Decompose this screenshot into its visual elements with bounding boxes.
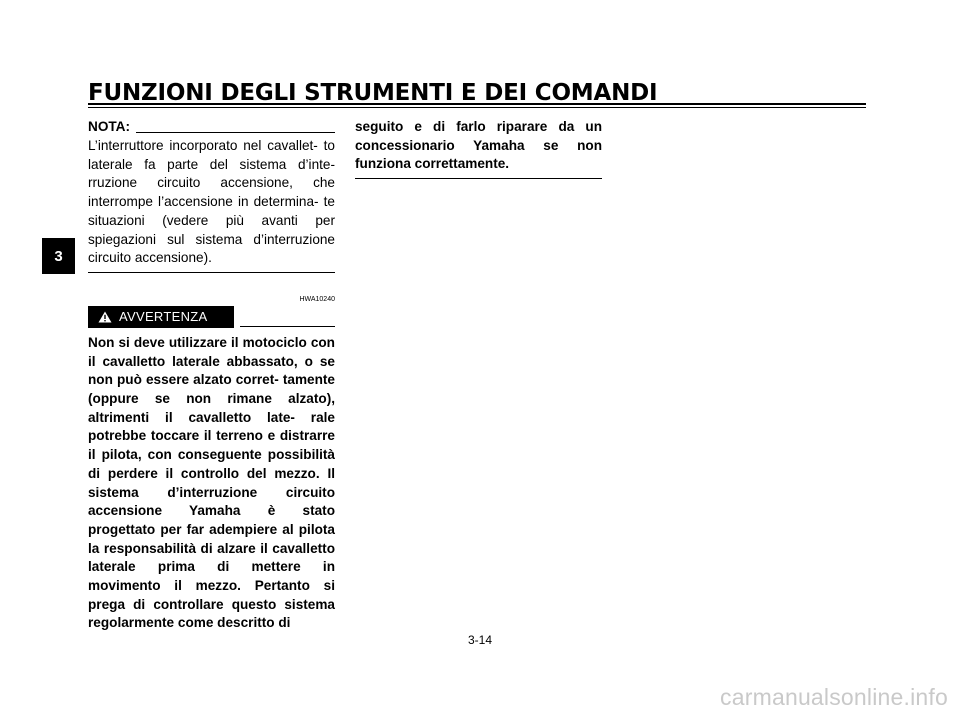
note-label: NOTA: xyxy=(88,119,131,135)
note-heading-rule xyxy=(136,132,335,133)
note-end-rule xyxy=(88,272,335,273)
header-rule xyxy=(88,103,866,108)
warning-triangle-icon xyxy=(98,311,112,323)
warning-end-rule xyxy=(355,178,602,179)
watermark: carmanualsonline.info xyxy=(720,684,948,710)
warning-label: AVVERTENZA xyxy=(119,308,208,324)
warning-body: Non si deve utilizzare il motociclo con il cavalletto laterale abbassato, o se non può essere alzato corret- tamente (oppure se non rimane alzato), altrimenti il cavalletto late- rale potrebbe toccare il terreno e distrarre il pilota, con conseguente possibilità di perdere il controllo del mezzo. Il sistema d’interruzione circuito accensione Yamaha è stato progettato per far adempiere al pilota la responsabilità di alzare il cavalletto laterale prima di mettere in movimento il mezzo. Pertanto si prega di controllare questo sistema regolarmente come descritto di xyxy=(88,334,335,631)
chapter-tab: 3 xyxy=(42,238,75,274)
warning-heading-rule xyxy=(240,326,335,327)
left-column xyxy=(88,118,335,633)
right-column xyxy=(355,118,602,179)
warning-continuation: seguito e di farlo riparare da un concessionario Yamaha se non funziona correttamente. xyxy=(355,119,602,172)
page-number: 3-14 xyxy=(467,633,493,647)
note-heading xyxy=(88,118,335,137)
warning-heading xyxy=(88,306,335,328)
note-body: L’interruttore incorporato nel cavallet- to laterale fa parte del sistema d’inte- rruzione circuito accensione, che interrompe l’accensione in determina- te situazioni (vedere più avanti per spiegazioni sul sistema d’interruzione circuito accensione). xyxy=(88,138,335,266)
section-title: FUNZIONI DEGLI STRUMENTI E DEI COMANDI xyxy=(88,80,658,106)
warning-code: HWA10240 xyxy=(299,295,335,303)
warning-badge xyxy=(88,306,234,328)
